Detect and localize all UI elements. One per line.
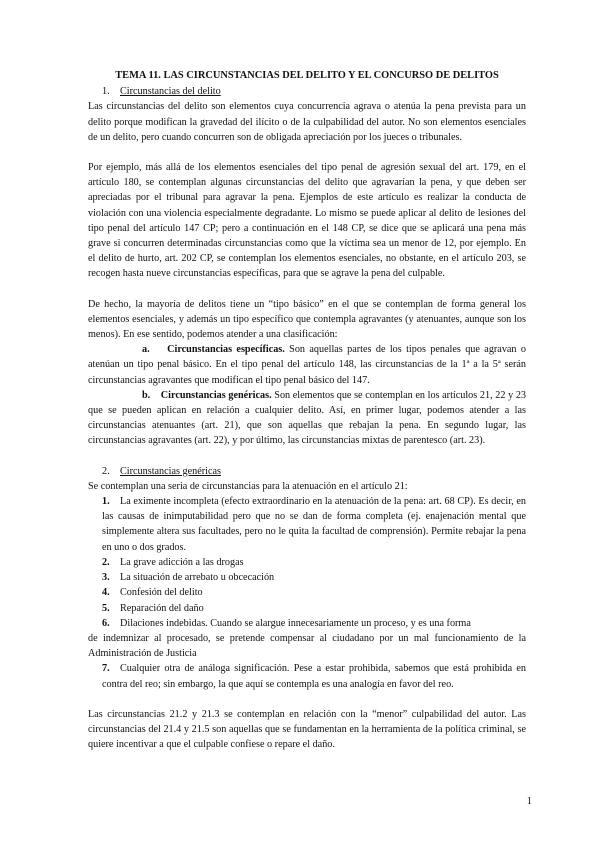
classification-b-term: Circunstancias genéricas. [160,389,272,401]
list-item-number: 1. [102,496,110,508]
section-1-paragraph-2: Por ejemplo, más allá de los elementos esenciales del tipo penal de agresión sexual del art. 179, en el artículo 180, se contemplan algunas circunstancias del delito que agravarían la pena, y que deben ser apreciadas por el tribunal para agravar la pena. Ejemplos de este artículo es realizar la conducta de violación con una violencia especialmente degradante. Lo mismo se puede aplicar al delito de lesiones del tipo penal del artículo 147 CP; pero a continuación en el 148 CP, se dice que se aplicará una pena más grave si concurren determinadas circunstancias como que la víctima sea un menor de 12, por ejemplo. En el delito de hurto, art. 202 CP, se contemplan los elementos esenciales, no obstante, en el artículo 203, se recogen hasta nueve circunstancias específicas, para que se agrave la pena del culpable. [88,162,526,280]
list-item-text: La grave adicción a las drogas [120,556,244,568]
list-item [88,616,526,631]
section-2-closing: Las circunstancias 21.2 y 21.3 se contemplan en relación con la “menor” culpabilidad del autor. Las circunstancias del 21.4 y 21.5 son aquellas que se fundamentan en la herramienta de la política criminal, se quiere incentivar a que el culpable confiese o repare el daño. [88,708,526,751]
list-item [88,661,526,691]
classification-a [88,342,526,388]
classification-b [88,388,526,449]
section-2-heading-text: Circunstancias genéricas [120,465,221,477]
list-item [88,570,526,585]
list-item-text: Reparación del daño [120,602,204,614]
list-item-text: Dilaciones indebidas. Cuando se alargue innecesariamente un proceso, y es una forma [120,617,471,629]
document-title: TEMA 11. LAS CIRCUNSTANCIAS DEL DELITO Y EL CONCURSO DE DELITOS [115,70,499,81]
list-item-number: 3. [102,572,110,584]
section-1-paragraph-3: De hecho, la mayoría de delitos tiene un “tipo básico” en el que se contemplan de forma general los elementos esenciales, y además un tipo específico que contempla agravantes (y atenuantes, aunque son los menos). En ese sentido, podemos atender a una clasificación: [88,298,526,341]
list-item-number: 5. [102,602,110,614]
list-item [88,494,526,555]
list-item-number: 6. [102,617,110,629]
page-content [88,68,526,752]
list-item-text: La situación de arrebato u obcecación [120,572,275,584]
list-item-text: La eximente incompleta (efecto extraordinario en la atenuación de la pena: art. 68 CP). Es decir, en las causas de inimputabilidad pero que no se dan de forma completa (ej. enajenación mental que simplemente altera sus facultades, pero no le quita la facultad de comprensión). Permite rebajar la pena en uno o dos grados. [102,496,526,553]
section-2-number: 2. [102,465,110,477]
list-item-text: Cualquier otra de análoga significación. Pese a estar prohibida, sabemos que está prohibida en contra del reo; sin embargo, la que aquí se contempla es una analogía en favor del reo. [102,663,526,690]
list-item-number: 2. [102,556,110,568]
classification-b-label: b. [142,389,151,401]
list-item [88,585,526,600]
list-item-number: 4. [102,587,110,599]
classification-a-text: Son aquellas partes de los tipos penales que agravan o atenúan un tipo penal básico. En el tipo penal del artículo 148, las circunstancias de la 1ª a la 5ª serán circunstancias agravantes que modifican el tipo penal básico del 147. [88,344,526,386]
section-1-number: 1. [102,86,110,98]
section-2-intro: Se contemplan una seria de circunstancias para la atenuación en el artículo 21: [88,480,408,492]
section-1-paragraph-1: Las circunstancias del delito son elementos cuya concurrencia agrava o atenúa la pena prevista para un delito porque modifican la gravedad del ilícito o de la culpabilidad del autor. No son elementos esenciales de un delito, pero cuando concurren son de obligada apreciación por los jueces o tribunales. [88,101,526,143]
list-item-text: Confesión del delito [120,587,203,599]
list-item-6-continuation: de indemnizar al procesado, se pretende compensar al ciudadano por un mal funcionamiento de la Administración de Justicia [88,632,526,660]
list-item-number: 7. [102,663,110,675]
list-item [88,555,526,570]
section-2-heading [88,464,526,479]
classification-b-text: Son elementos que se contemplan en los artículos 21, 22 y 23 que se pueden aplican en relación a cualquier delito. Así, en primer lugar, podemos atender a las circunstancias atenuantes (art. 21), que son aquellas que rebajan la pena. En segundo lugar, las circunstancias agravantes (art. 22), y por último, las circunstancias mixtas de parentesco (art. 23). [88,389,527,447]
page-number: 1 [526,796,532,807]
section-1-heading [88,84,526,99]
classification-a-term: Circunstancias específicas. [167,344,285,356]
classification-a-label: a. [142,344,150,356]
list-item [88,601,526,616]
section-1-heading-text: Circunstancias del delito [120,86,221,98]
